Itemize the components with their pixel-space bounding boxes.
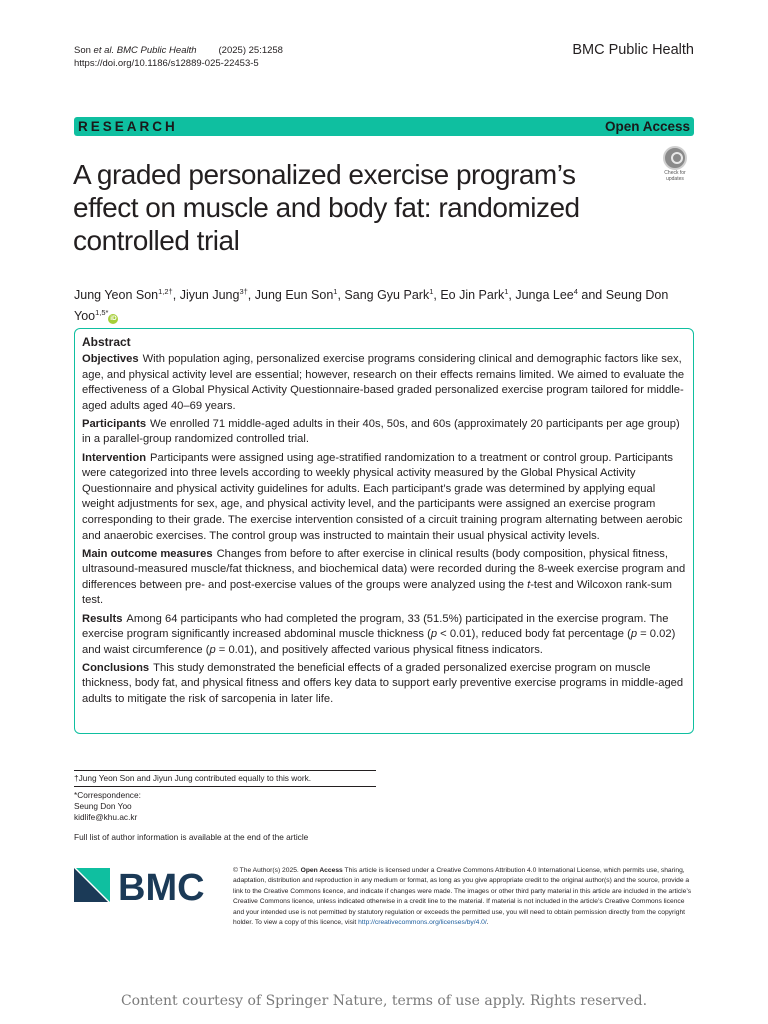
authors-and: and bbox=[581, 288, 603, 302]
author-affiliation: 1,2† bbox=[158, 287, 173, 296]
citation-year: (2025) 25:1258 bbox=[218, 45, 283, 56]
objectives-label: Objectives bbox=[82, 353, 139, 365]
objectives-text: With population aging, personalized exercise programs considering clinical and demographic factors like sex, age, and physical activity level are essential; however, research on their effects remains limited. We aimed to evaluate the effectiveness of a Global Physical Activity Questionnaire-based graded personalized exercise program tailored for middle-aged adults aged 40–69 years. bbox=[82, 353, 685, 412]
check-for-updates-button[interactable] bbox=[656, 146, 694, 184]
correspondence-block bbox=[74, 790, 141, 823]
footnote-divider bbox=[74, 786, 376, 787]
author-affiliation: 1 bbox=[429, 287, 434, 296]
abstract-objectives bbox=[82, 352, 686, 414]
outcome-label: Main outcome measures bbox=[82, 547, 213, 560]
results-label: Results bbox=[82, 612, 123, 625]
abstract-box bbox=[74, 328, 694, 734]
author[interactable]: Jung Yeon Son bbox=[74, 288, 159, 302]
abstract-results bbox=[82, 612, 686, 659]
correspondence-label: *Correspondence: bbox=[74, 790, 141, 800]
participants-text: We enrolled 71 middle-aged adults in their 40s, 50s, and 60s (approximately 20 participants per age group) in a parallel-group randomized controlled trial. bbox=[82, 417, 680, 446]
running-header bbox=[74, 44, 283, 70]
results-p1: p bbox=[430, 628, 438, 641]
abstract-participants bbox=[82, 417, 686, 448]
open-access-label: Open Access bbox=[604, 119, 690, 134]
license-text bbox=[233, 866, 696, 928]
outcome-t: t bbox=[527, 578, 531, 591]
author[interactable]: Jiyun Jung bbox=[179, 288, 240, 302]
doi-link[interactable]: https://doi.org/10.1186/s12889-025-22453-5 bbox=[74, 58, 259, 69]
outcome-text-a: Changes from before to after exercise in clinical results (body composition, physical fitness, ultrasound-measured muscle/fat thickness, and biochemical data) were recorded during the 8-week exercise program and differences between pre- and post-exercise values of the groups were analyzed using the bbox=[82, 547, 686, 591]
check-updates-icon bbox=[663, 146, 687, 170]
license-open-access: Open Access bbox=[300, 867, 343, 874]
participants-label: Participants bbox=[82, 417, 147, 430]
author-info-note: Full list of author information is available at the end of the article bbox=[74, 832, 309, 842]
intervention-label: Intervention bbox=[82, 451, 147, 464]
check-updates-line2: updates bbox=[666, 176, 684, 182]
license-suffix: . bbox=[486, 919, 489, 927]
conclusions-text: This study demonstrated the beneficial effects of a graded personalized exercise program on muscle thickness, body fat, and physical fitness and offers key data to support early preventive exercise programs in middle-aged adults to mitigate the risk of sarcopenia in later life. bbox=[82, 661, 684, 705]
author[interactable]: Junga Lee bbox=[515, 288, 574, 302]
article-type-band bbox=[74, 117, 694, 136]
equal-contribution-note: †Jung Yeon Son and Jiyun Jung contributed equally to this work. bbox=[74, 773, 312, 783]
footnote-divider bbox=[74, 770, 376, 771]
license-body: This article is licensed under a Creative Commons Attribution 4.0 International License, which permits use, sharing, adaptation, distribution and reproduction in any medium or format, as long as you give appropriate credit to the original author(s) and the source, provide a link to the Creative Commons licence, and indicate if changes were made. The images or other third party material in this article are included in the article’s Creative Commons licence, unless indicated otherwise in a credit line to the material. If material is not included in the article’s Creative Commons licence and your intended use is not permitted by statutory regulation or exceeds the permitted use, you will need to obtain permission directly from the copyright holder. To view a copy of this licence, visit bbox=[233, 867, 692, 927]
orcid-icon[interactable]: iD bbox=[110, 315, 117, 322]
citation-authors: Son bbox=[74, 45, 91, 56]
bmc-logo-text: BMC bbox=[118, 867, 205, 904]
courtesy-notice: Content courtesy of Springer Nature, terms of use apply. Rights reserved. bbox=[120, 993, 648, 1009]
conclusions-label: Conclusions bbox=[82, 661, 150, 674]
results-p3: p bbox=[209, 643, 216, 656]
article-title: A graded personalized exercise program’s effect on muscle and body fat: randomized controlled trial bbox=[73, 159, 580, 256]
outcome-text-b: -test and Wilcoxon rank-sum test. bbox=[82, 578, 672, 607]
article-type-label: RESEARCH bbox=[78, 119, 178, 134]
author-affiliation: 1 bbox=[504, 287, 509, 296]
correspondence-email[interactable]: kidlife@khu.ac.kr bbox=[74, 812, 138, 822]
citation-authors-wrap bbox=[74, 44, 197, 57]
bmc-logo bbox=[74, 866, 216, 904]
author[interactable]: Sang Gyu Park bbox=[344, 288, 430, 302]
author[interactable]: Jung Eun Son bbox=[254, 288, 334, 302]
author[interactable]: Seung Don Yoo bbox=[74, 288, 669, 323]
author-affiliation: 4 bbox=[573, 287, 578, 296]
abstract-outcome bbox=[82, 547, 686, 609]
results-text-a: Among 64 participants who had completed the program, 33 (51.5%) participated in the exercise program. The exercise program significantly increased abdominal muscle thickness ( bbox=[82, 612, 669, 641]
license-prefix: © The Author(s) 2025. bbox=[233, 867, 299, 874]
correspondence-name: Seung Don Yoo bbox=[74, 801, 132, 811]
intervention-text: Participants were assigned using age-stratified randomization to a treatment or control group. Participants were categorized into three levels according to weekly physical activity measured by the Global Physical Activity Questionnaire and physical activity guidelines for adults. Each participant’s grade was determined by applying equal weight adjustments for sex, age, and physical activity level, and the participants were assigned an exercise program corresponding to their grade. The exercise intervention consisted of a circuit training program alternating between aerobic and anaerobic exercises. The control group was instructed to maintain their usual physical activity levels. bbox=[82, 451, 683, 542]
author-list: Jung Yeon Son$^{1,2\dagger}$, Jiyun Jung$^{3\dagger}$, Jung Eun Son$^1$, Sang Gyu Park$^1$, Eo Jin Park$^1$, Junga Lee$^4$ and Seung Don Yoo$^{1,5*}$iD bbox=[74, 287, 669, 323]
author[interactable]: Eo Jin Park bbox=[440, 288, 505, 302]
journal-name: BMC Public Health bbox=[572, 42, 694, 58]
citation-line bbox=[74, 44, 283, 57]
results-p2: p bbox=[630, 628, 638, 641]
abstract-heading: Abstract bbox=[82, 335, 131, 349]
results-text-b: < 0.01), reduced body fat percentage ( bbox=[437, 628, 631, 641]
author-affiliation: 3† bbox=[239, 287, 248, 296]
check-updates-line1: Check for bbox=[664, 170, 686, 176]
license-link[interactable]: http://creativecommons.org/licenses/by/4.0/ bbox=[358, 919, 487, 927]
author-affiliation: 1,5* bbox=[95, 308, 109, 317]
results-text-c: = 0.02) and waist circumference ( bbox=[82, 628, 676, 656]
abstract-intervention bbox=[82, 451, 686, 545]
author-affiliation: 1 bbox=[333, 287, 338, 296]
abstract-conclusions bbox=[82, 661, 686, 708]
citation-etal: et al. BMC Public Health bbox=[93, 45, 197, 56]
results-text-d: = 0.01), and positively affected various physical fitness indicators. bbox=[215, 643, 543, 656]
